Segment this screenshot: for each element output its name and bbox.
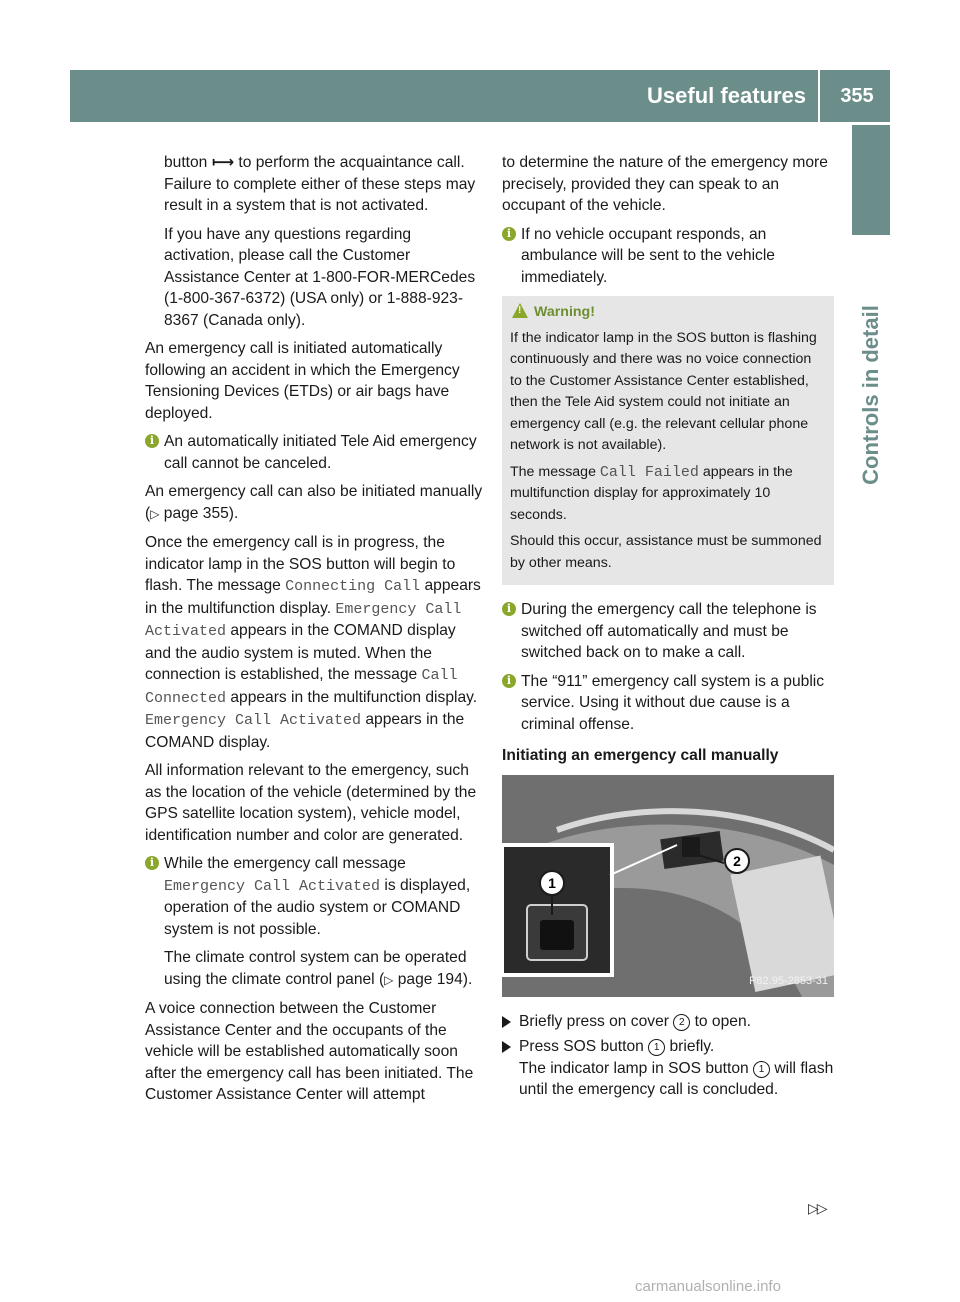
text: button <box>164 154 208 171</box>
paragraph <box>145 947 483 991</box>
right-column <box>502 152 834 1105</box>
callout-2: 2 <box>733 852 741 869</box>
side-label <box>848 250 894 540</box>
note-text: is displayed, operation of the audio system or COMAND system is not possible. <box>164 876 471 938</box>
warning-title <box>510 302 826 324</box>
display-message: Call Failed <box>599 463 699 481</box>
info-note <box>145 431 483 474</box>
left-column <box>145 152 483 1113</box>
info-icon: i <box>145 856 159 870</box>
step-text: briefly. <box>665 1038 715 1055</box>
page-ref-icon: ▷ <box>384 972 394 987</box>
step-text: The indicator lamp in SOS button <box>519 1059 754 1077</box>
arrow-right-icon <box>502 1041 511 1053</box>
arrow-right-icon <box>502 1016 511 1028</box>
info-note <box>145 853 483 940</box>
info-icon: i <box>502 674 516 688</box>
warning-icon <box>512 303 528 318</box>
step-item <box>502 1036 834 1101</box>
text: to perform the acquaintance call. Failure to complete either of these steps may result in a system that is not activated. <box>164 154 476 214</box>
paragraph: A voice connection between the Customer Assistance Center and the occupants of the vehicle will be established automatically soon after the emergency call has been initiated. The Customer Assistance Center will attempt <box>145 1000 474 1103</box>
note-text: During the emergency call the telephone is switched off automatically and must be switched back on to make a call. <box>521 601 817 661</box>
text: appears in the multifunction display for approximately 10 seconds. <box>510 463 793 523</box>
overhead-console-illustration <box>502 775 834 997</box>
section-title: Useful features <box>647 70 820 122</box>
phone-key-icon: ⟼ <box>211 154 235 171</box>
text: appears in the multifunction display. <box>145 577 481 617</box>
continue-icon: ▷▷ <box>808 1200 826 1216</box>
watermark: carmanualsonline.info <box>635 1278 781 1295</box>
note-text: An automatically initiated Tele Aid emergency call cannot be canceled. <box>164 433 477 472</box>
page-link[interactable]: page 194). <box>393 970 473 988</box>
step-item <box>502 1011 834 1033</box>
step-text: Press SOS button <box>519 1038 649 1055</box>
note-text: If no vehicle occupant responds, an ambulance will be sent to the vehicle immediately. <box>521 225 775 286</box>
display-message: Connecting Call <box>285 578 421 595</box>
page-ref-icon: ▷ <box>150 506 160 521</box>
text: The climate control system can be operated using the climate control panel ( <box>164 949 467 988</box>
paragraph: to determine the nature of the emergency more precisely, provided they can speak to an occupant of the vehicle. <box>502 154 828 214</box>
paragraph: If you have any questions regarding activation, please call the Customer Assistance Center at 1-800-FOR-MERCedes (1-800-367-6372) (USA only) or 1-888-923-8367 (Canada only). <box>164 225 476 329</box>
warning-text <box>510 462 826 527</box>
warning-text: Should this occur, assistance must be summoned by other means. <box>510 533 822 571</box>
text: An emergency call can also be initiated manually ( <box>145 483 483 522</box>
paragraph: An emergency call is initiated automatically following an accident in which the Emergency Tensioning Devices (ETDs) or air bags have deployed. <box>145 340 460 422</box>
text: appears in the multifunction display. <box>226 688 478 706</box>
page-number: 355 <box>840 85 874 107</box>
page-header <box>70 70 890 122</box>
info-icon: i <box>502 227 516 241</box>
text: The message <box>510 463 600 480</box>
info-note <box>502 599 834 664</box>
text: Once the emergency call is in progress, the indicator lamp in the SOS button will begin to flash. The message <box>145 534 456 594</box>
warning-box <box>502 296 834 585</box>
warning-title-text: Warning! <box>534 304 595 320</box>
display-message: Emergency Call Activated <box>164 877 381 895</box>
step-text: Briefly press on cover <box>519 1012 674 1030</box>
text: appears in the COMAND display and the audio system is muted. When the connection is established, the message <box>145 622 456 683</box>
callout-1: 1 <box>548 874 556 891</box>
step-text: to open. <box>690 1012 751 1030</box>
paragraph <box>145 532 483 753</box>
note-text: The “911” emergency call system is a public service. Using it without due cause is a criminal offense. <box>521 672 825 733</box>
info-icon: i <box>145 434 159 448</box>
callout-ref: 2 <box>673 1014 690 1031</box>
page-link[interactable]: page 355). <box>159 504 239 522</box>
info-note <box>502 671 834 736</box>
paragraph: All information relevant to the emergency, such as the location of the vehicle (determined by the GPS satellite location system), vehicle model, identification number and color are generated. <box>145 762 477 844</box>
callout-ref: 1 <box>648 1039 665 1056</box>
paragraph <box>145 152 483 217</box>
callout-ref: 1 <box>753 1061 770 1078</box>
note-text: While the emergency call message <box>164 855 406 872</box>
text: appears in the COMAND display. <box>145 711 465 751</box>
info-icon: i <box>502 602 516 616</box>
display-message: Emergency Call Activated <box>145 600 462 640</box>
warning-text: If the indicator lamp in the SOS button is flashing continuously and there was no voice connection to the Customer Assistance Center established, then the Tele Aid system could not initiate an emergency call (e.g. the relevant cellular phone network is not available). <box>510 329 817 453</box>
side-label-text: Controls in detail <box>858 305 883 485</box>
figure-caption: P82.95-2853-31 <box>749 975 828 987</box>
side-tab <box>852 125 890 235</box>
sos-button-photo <box>502 775 834 997</box>
step-text: will flash until the emergency call is concluded. <box>519 1059 834 1098</box>
paragraph <box>145 481 483 525</box>
display-message: Emergency Call Activated <box>145 712 362 729</box>
section-heading: Initiating an emergency call manually <box>502 747 779 764</box>
display-message: Call Connected <box>145 667 458 707</box>
info-note <box>502 224 834 289</box>
